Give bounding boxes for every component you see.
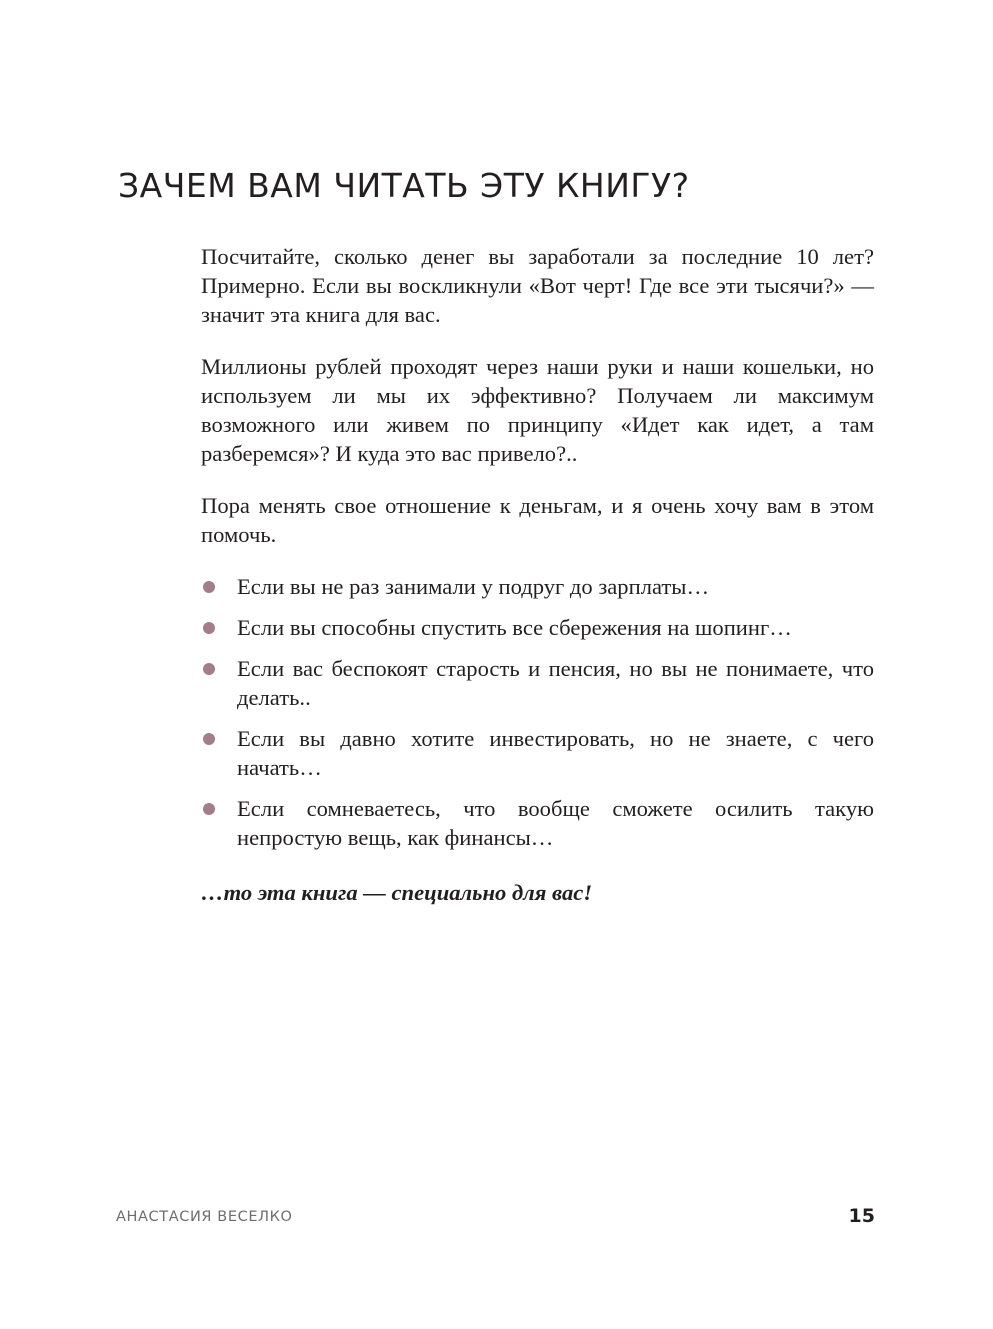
bullet-text: Если вас беспокоят старость и пенсия, но вы не понимаете, что делать.. xyxy=(237,656,874,710)
paragraph-2: Миллионы рублей проходят через наши руки и наши кошельки, но используем ли мы их эффективно? Получаем ли максимум возможного или живем по принципу «Идет как идет, а там разберемся»? И куда это вас привело?.. xyxy=(201,354,874,466)
bullet-item-4 xyxy=(201,724,874,782)
bullet-dot-icon xyxy=(203,663,215,675)
bullet-text: Если сомневаетесь, что вообще сможете осилить такую непростую вещь, как финансы… xyxy=(237,796,874,850)
bullet-item-1 xyxy=(201,572,874,601)
page-title: ЗАЧЕМ ВАМ ЧИТАТЬ ЭТУ КНИГУ? xyxy=(118,166,690,205)
bullet-dot-icon xyxy=(203,733,215,745)
bullet-dot-icon xyxy=(203,581,215,593)
bullet-item-2 xyxy=(201,613,874,642)
bullet-item-3 xyxy=(201,654,874,712)
page-number: 15 xyxy=(848,1205,875,1227)
bullet-list xyxy=(201,572,874,852)
bullet-item-5 xyxy=(201,794,874,852)
closing-statement: …то эта книга — специально для вас! xyxy=(201,880,593,905)
bullet-text: Если вы способны спустить все сбережения на шопинг… xyxy=(237,615,792,640)
bullet-text: Если вы не раз занимали у подруг до зарплаты… xyxy=(237,574,710,599)
bullet-text: Если вы давно хотите инвестировать, но не знаете, с чего начать… xyxy=(237,726,874,780)
footer-author: АНАСТАСИЯ ВЕСЕЛКО xyxy=(116,1209,293,1225)
bullet-dot-icon xyxy=(203,622,215,634)
chapter-body xyxy=(201,242,874,907)
paragraph-3: Пора менять свое отношение к деньгам, и я очень хочу вам в этом помочь. xyxy=(201,493,874,547)
bullet-dot-icon xyxy=(203,803,215,815)
paragraph-1: Посчитайте, сколько денег вы заработали за последние 10 лет? Примерно. Если вы воскликнули «Вот черт! Где все эти тысячи?» — значит эта книга для вас. xyxy=(201,244,874,327)
